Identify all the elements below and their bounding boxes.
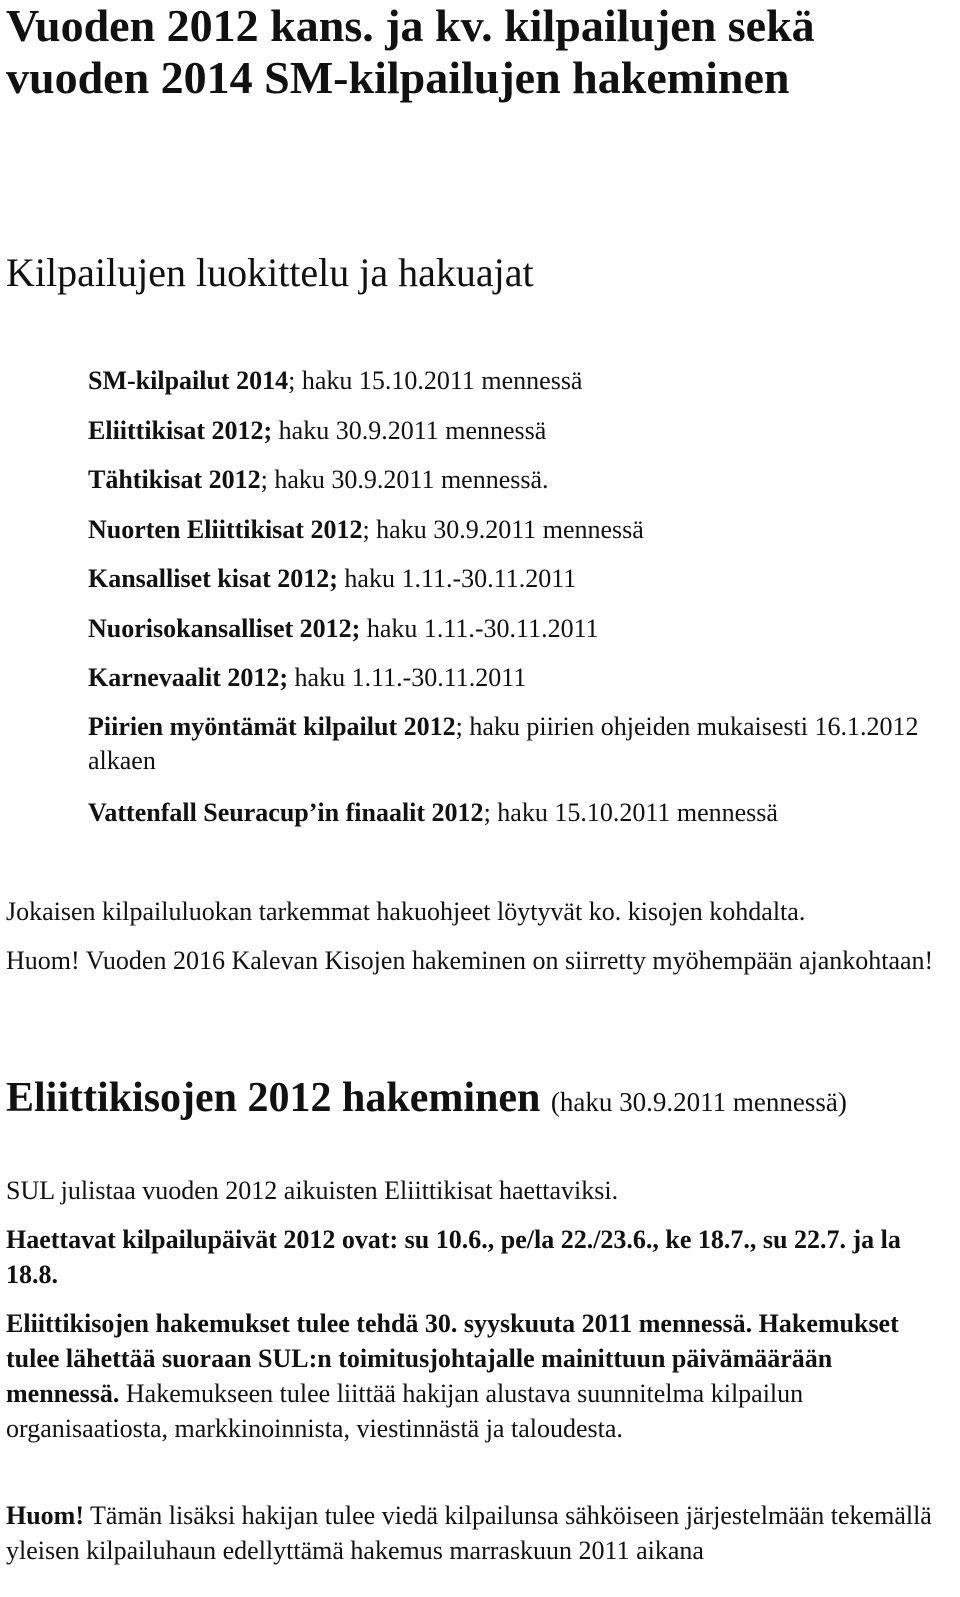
category-deadline: haku 1.11.-30.11.2011: [288, 663, 527, 692]
category-name: Tähtikisat 2012: [88, 465, 261, 494]
category-deadline: ; haku 30.9.2011 mennessä: [362, 515, 644, 544]
paragraph-sul: SUL julistaa vuoden 2012 aikuisten Eliittikisat haettaviksi.: [6, 1176, 619, 1205]
paragraph-huom-rest: Tämän lisäksi hakijan tulee viedä kilpailunsa sähköiseen järjestelmään tekemällä yleisen kilpailuhaun edellyttämä hakemus marraskuun 2011 aikana: [6, 1501, 932, 1565]
category-name: Eliittikisat 2012;: [88, 416, 273, 445]
list-item: [88, 796, 938, 830]
note-details: Jokaisen kilpailuluokan tarkemmat hakuohjeet löytyvät ko. kisojen kohdalta.: [6, 897, 806, 926]
category-deadline: ; haku 15.10.2011 mennessä: [483, 798, 778, 827]
category-deadline: haku 30.9.2011 mennessä: [272, 416, 547, 445]
section-heading-classification: Kilpailujen luokittelu ja hakuajat: [6, 250, 534, 295]
category-deadline: ; haku 15.10.2011 mennessä: [288, 366, 583, 395]
paragraph-applications-bold: Eliittikisojen hakemukset tulee tehdä 30. syyskuuta 2011 mennessä. Hakemukset tulee lähettää suoraan SUL:n toimitusjohtajalle mainittuun päivämäärään mennessä.: [6, 1309, 899, 1408]
section-heading-elite-text: Eliittikisojen 2012 hakeminen: [6, 1075, 541, 1121]
paragraph-huom: [6, 1498, 941, 1568]
list-item: [88, 661, 938, 695]
paragraph-applications: [6, 1306, 941, 1446]
list-item: [88, 562, 938, 596]
list-item: [88, 364, 938, 398]
list-item: [88, 513, 938, 547]
category-name: Kansalliset kisat 2012;: [88, 564, 338, 593]
page-title: Vuoden 2012 kans. ja kv. kilpailujen sekä vuoden 2014 SM-kilpailujen hakeminen: [6, 0, 815, 103]
category-deadline: haku 1.11.-30.11.2011: [360, 614, 599, 643]
category-name: Nuorisokansalliset 2012;: [88, 614, 361, 643]
list-item: [88, 612, 938, 646]
category-deadline: ; haku piirien ohjeiden mukaisesti 16.1.2012 alkaen: [88, 712, 919, 775]
section-heading-elite-deadline: (haku 30.9.2011 mennessä): [550, 1087, 847, 1117]
paragraph-huom-bold: Huom!: [6, 1501, 84, 1530]
category-deadline: haku 1.11.-30.11.2011: [337, 564, 577, 593]
category-deadline: ; haku 30.9.2011 mennessä.: [260, 465, 549, 494]
category-name: Piirien myöntämät kilpailut 2012: [88, 712, 456, 741]
note-kaleva: Huom! Vuoden 2016 Kalevan Kisojen hakeminen on siirretty myöhempään ajankohtaan!: [6, 946, 934, 975]
paragraph-applications-rest: Hakemukseen tulee liittää hakijan alustava suunnitelma kilpailun organisaatiosta, markkinoinnista, viestinnästä ja taloudesta.: [6, 1379, 804, 1443]
category-name: Vattenfall Seuracup’in finaalit 2012: [88, 798, 484, 827]
category-name: Karnevaalit 2012;: [88, 663, 289, 692]
list-item: [88, 463, 938, 497]
category-name: SM-kilpailut 2014: [88, 366, 289, 395]
list-item: [88, 710, 938, 778]
section-heading-elite: [6, 1072, 847, 1128]
paragraph-dates: Haettavat kilpailupäivät 2012 ovat: su 10.6., pe/la 22./23.6., ke 18.7., su 22.7. ja la 18.8.: [6, 1225, 901, 1289]
category-name: Nuorten Eliittikisat 2012: [88, 515, 363, 544]
list-item: [88, 414, 938, 448]
